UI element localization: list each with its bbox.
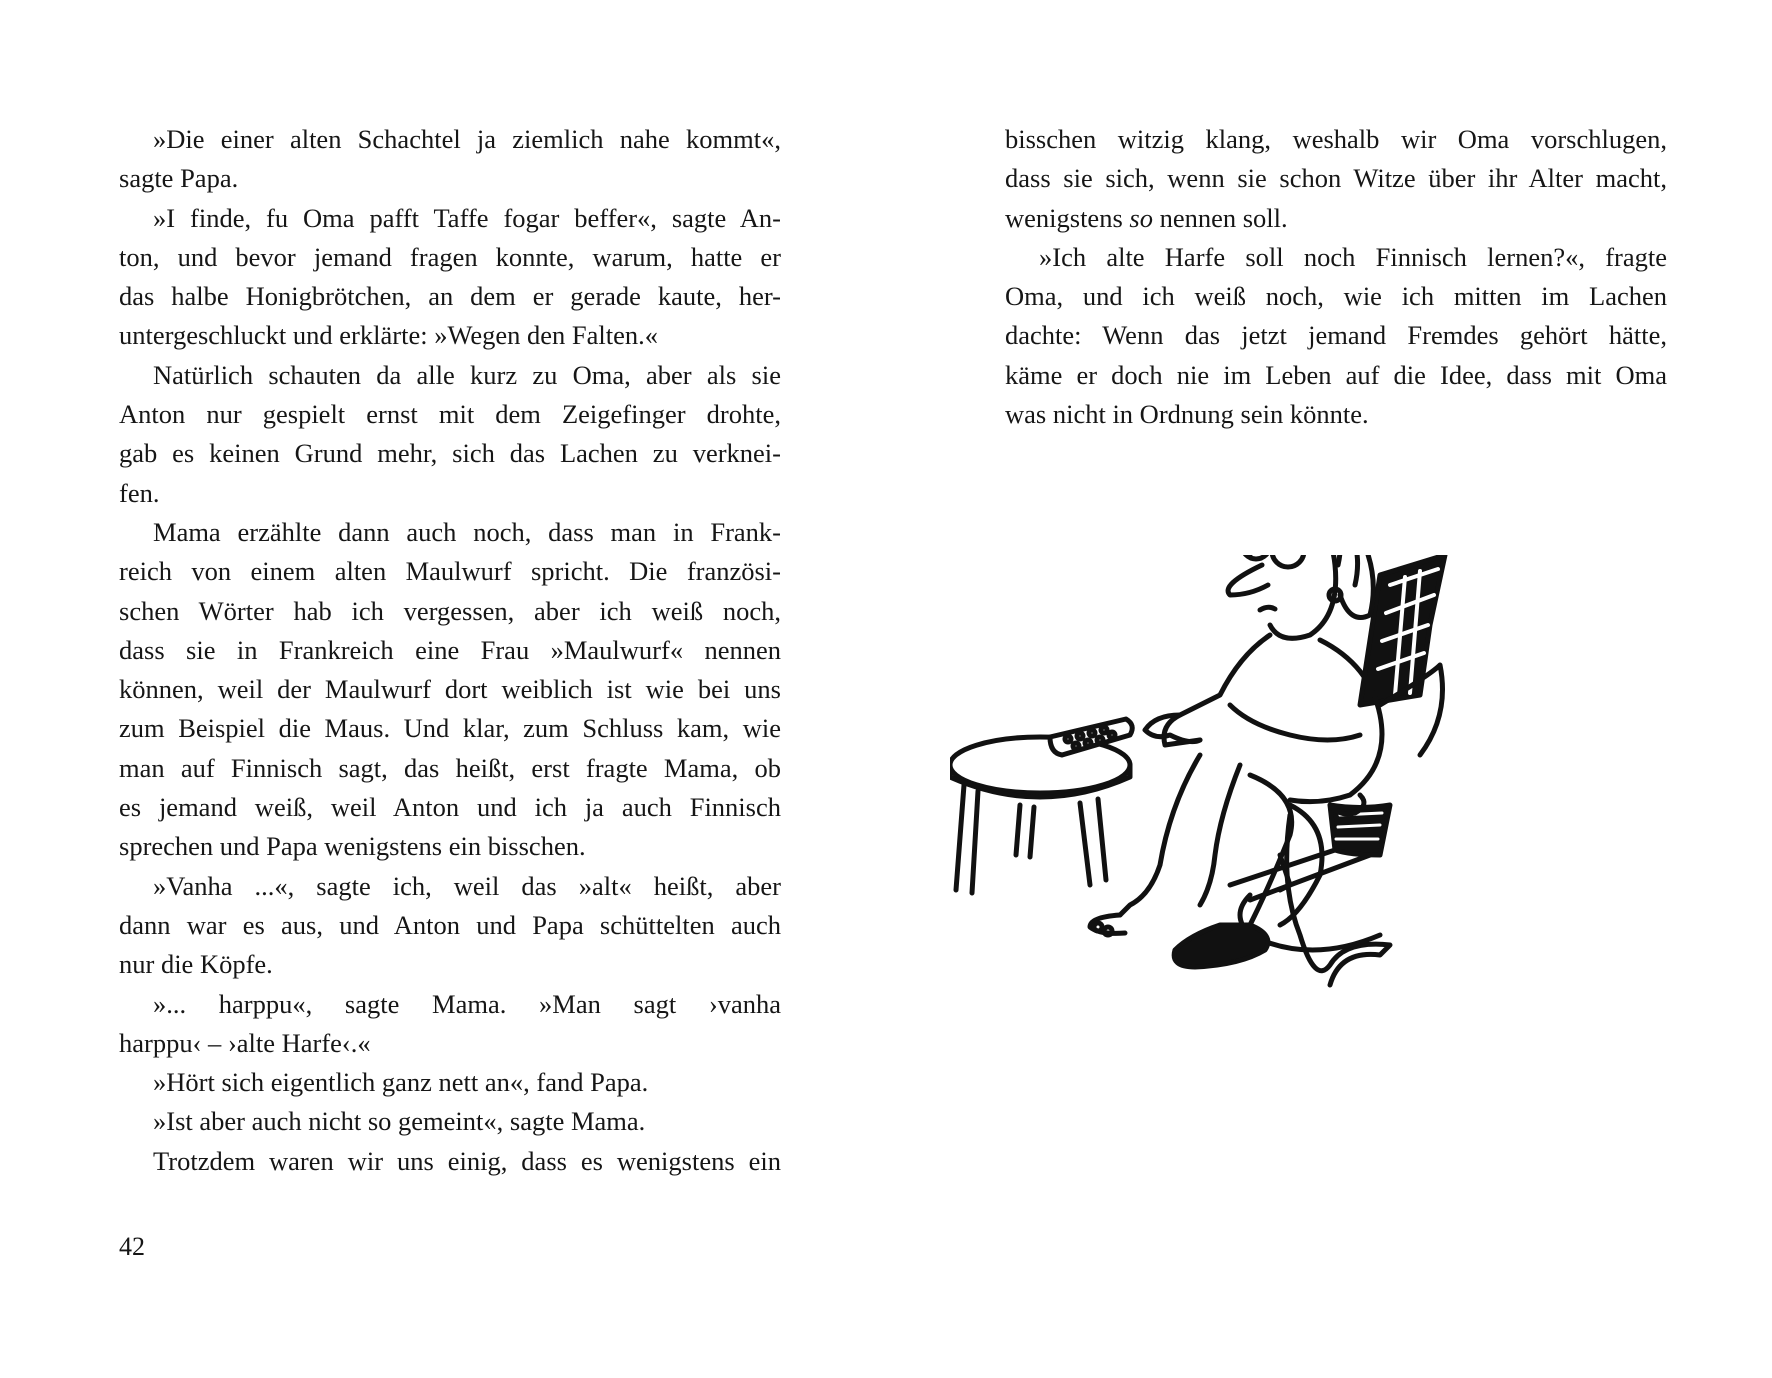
text-fragment: nennen soll.	[1152, 202, 1288, 233]
text-line: können, weil der Maulwurf dort weiblich ist wie bei uns	[119, 674, 781, 705]
page-number: 42	[119, 1232, 145, 1261]
text-line: sprechen und Papa wenigstens ein bisschen.	[119, 831, 586, 862]
text-line: Anton nur gespielt ernst mit dem Zeigefinger drohte,	[119, 399, 781, 430]
text-line: »Hört sich eigentlich ganz nett an«, fand Papa.	[153, 1067, 649, 1098]
text-line: untergeschluckt und erklärte: »Wegen den Falten.«	[119, 320, 658, 351]
text-line: Natürlich schauten da alle kurz zu Oma, aber als sie	[153, 359, 781, 390]
text-line: es jemand weiß, weil Anton und ich ja auch Finnisch	[119, 792, 781, 823]
text-line: »Die einer alten Schachtel ja ziemlich nahe kommt«,	[153, 124, 781, 154]
text-line: ton, und bevor jemand fragen konnte, warum, hatte er	[119, 241, 781, 272]
text-line: dann war es aus, und Anton und Papa schüttelten auch	[119, 909, 781, 940]
text-line: »... harppu«, sagte Mama. »Man sagt ›vanha	[153, 988, 781, 1019]
text-line: sagte Papa.	[119, 163, 239, 194]
text-line: käme er doch nie im Leben auf die Idee, dass mit Oma	[1005, 359, 1667, 390]
illustration-drawing	[950, 555, 1670, 1155]
text-line: zum Beispiel die Maus. Und klar, zum Schluss kam, wie	[119, 713, 781, 744]
text-line: »Ist aber auch nicht so gemeint«, sagte Mama.	[153, 1106, 646, 1137]
text-line: reich von einem alten Maulwurf spricht. Die französi-	[119, 556, 781, 587]
text-line: fen.	[119, 477, 160, 508]
text-line: Mama erzählte dann auch noch, dass man in Frank-	[153, 516, 781, 547]
text-line: Oma, und ich weiß noch, wie ich mitten im Lachen	[1005, 281, 1667, 312]
text-line: dachte: Wenn das jetzt jemand Fremdes gehört hätte,	[1005, 320, 1667, 351]
text-line: nur die Köpfe.	[119, 949, 273, 980]
text-line: was nicht in Ordnung sein könnte.	[1005, 399, 1369, 430]
text-line: bisschen witzig klang, weshalb wir Oma vorschlugen,	[1005, 124, 1667, 154]
illustration-grandma-in-chair	[950, 555, 1670, 1155]
left-page-text	[119, 120, 781, 1181]
text-line: Trotzdem waren wir uns einig, dass es wenigstens ein	[153, 1145, 781, 1176]
text-line: »I finde, fu Oma pafft Taffe fogar beffer«, sagte An-	[153, 202, 781, 233]
italic-word: so	[1129, 202, 1153, 233]
text-line: harppu‹ – ›alte Harfe‹.«	[119, 1027, 371, 1058]
side-table	[950, 737, 1130, 893]
text-line	[1005, 199, 1667, 238]
text-line: dass sie sich, wenn sie schon Witze über ihr Alter macht,	[1005, 163, 1667, 194]
right-page-text	[1005, 120, 1667, 434]
text-line: gab es keinen Grund mehr, sich das Lachen zu verknei-	[119, 438, 781, 469]
text-line: »Vanha ...«, sagte ich, weil das »alt« heißt, aber	[153, 870, 781, 901]
text-line: man auf Finnisch sagt, das heißt, erst fragte Mama, ob	[119, 752, 781, 783]
text-line: »Ich alte Harfe soll noch Finnisch lernen?«, fragte	[1039, 241, 1667, 272]
text-line: dass sie in Frankreich eine Frau »Maulwurf« nennen	[119, 634, 781, 665]
text-line: schen Wörter hab ich vergessen, aber ich weiß noch,	[119, 595, 781, 626]
text-fragment: wenigstens	[1005, 202, 1130, 233]
text-line: das halbe Honigbrötchen, an dem er gerade kaute, her-	[119, 281, 781, 312]
grandma-figure	[1090, 555, 1382, 967]
